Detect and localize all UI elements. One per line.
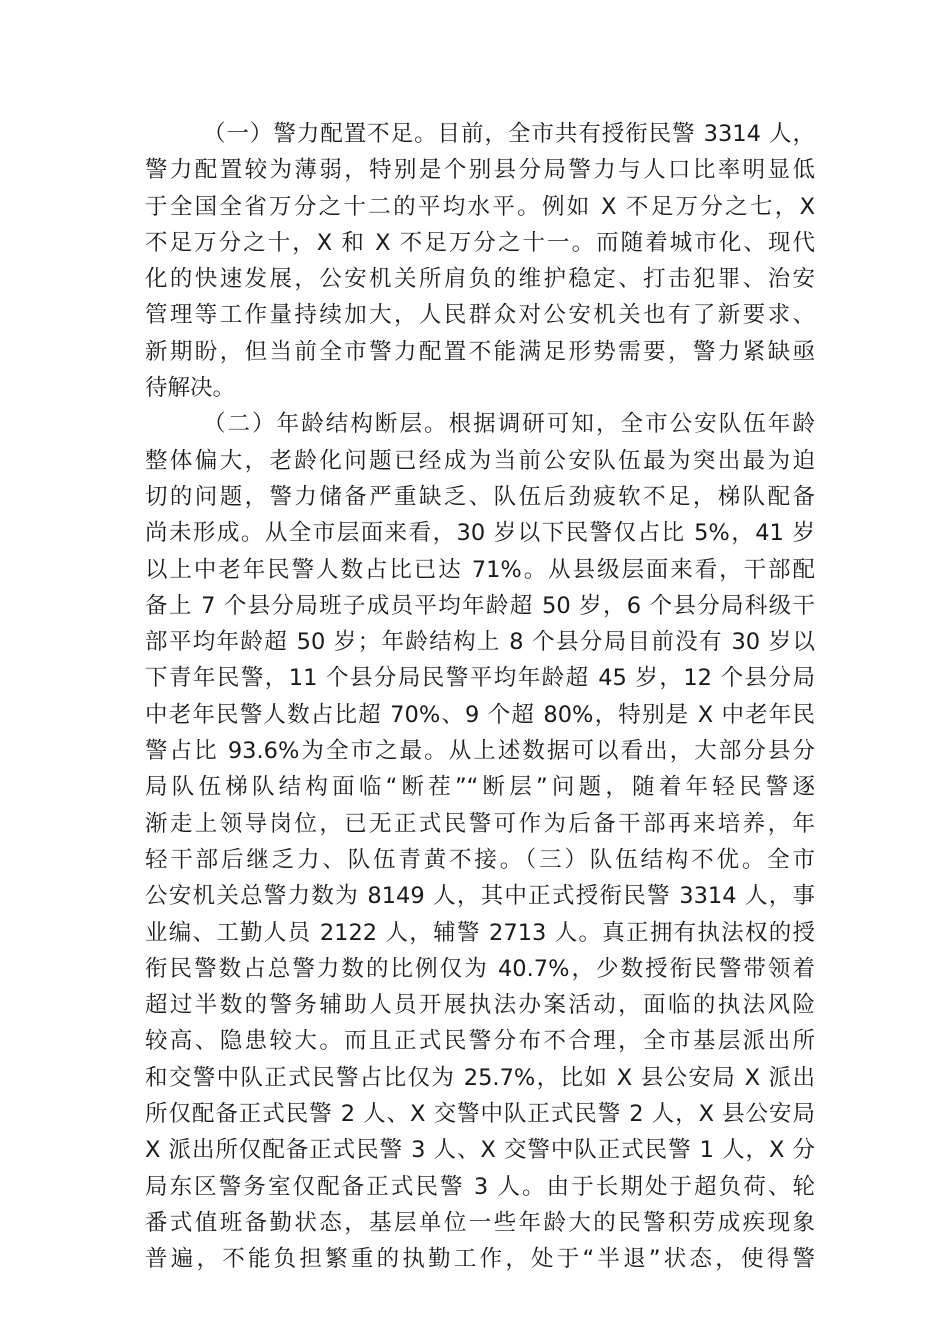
text-line: 超过半数的警务辅助人员开展执法办案活动，面临的执法风险 [145, 992, 815, 1019]
text-line: 化的快速发展，公安机关所肩负的维护稳定、打击犯罪、治安 [145, 266, 815, 293]
text-line: 备上 7 个县分局班子成员平均年龄超 50 岁，6 个县分局科级干 [145, 592, 815, 619]
body-text [145, 116, 815, 1278]
text-line: 切的问题，警力储备严重缺乏、队伍后劲疲软不足，梯队配备 [145, 483, 815, 510]
text-line: 整体偏大，老龄化问题已经成为当前公安队伍最为突出最为迫 [145, 447, 815, 474]
text-line: 局队伍梯队结构面临“断茬”“断层”问题，随着年轻民警逐 [145, 774, 815, 801]
text-line: （一）警力配置不足。目前，全市共有授衔民警 3314 人， [203, 121, 815, 147]
text-line: 警力配置较为薄弱，特别是个别县分局警力与人口比率明显低 [145, 157, 815, 184]
text-line: X 派出所仅配备正式民警 3 人、X 交警中队正式民警 1 人，X 分 [145, 1137, 815, 1164]
text-line: 公安机关总警力数为 8149 人，其中正式授衔民警 3314 人，事 [145, 883, 815, 910]
text-line: 部平均年龄超 50 岁；年龄结构上 8 个县分局目前没有 30 岁以 [145, 629, 815, 656]
text-line: 待解决。 [145, 375, 236, 402]
text-line: 中老年民警人数占比超 70%、9 个超 80%，特别是 X 中老年民 [145, 701, 815, 728]
text-line: 轻干部后继乏力、队伍青黄不接。（三）队伍结构不优。全市 [145, 846, 815, 873]
text-line: 新期盼，但当前全市警力配置不能满足形势需要，警力紧缺亟 [145, 338, 815, 365]
text-line: 业编、工勤人员 2122 人，辅警 2713 人。真正拥有执法权的授 [145, 919, 815, 946]
text-line: 于全国全省万分之十二的平均水平。例如 X 不足万分之七，X [145, 193, 815, 220]
text-line: 番式值班备勤状态，基层单位一些年龄大的民警积劳成疾现象 [145, 1209, 815, 1236]
text-line: 和交警中队正式民警占比仅为 25.7%，比如 X 县公安局 X 派出 [145, 1064, 815, 1091]
text-line: 局东区警务室仅配备正式民警 3 人。由于长期处于超负荷、轮 [145, 1173, 815, 1200]
text-line: （二）年龄结构断层。根据调研可知，全市公安队伍年龄 [203, 411, 815, 438]
text-line: 普遍，不能负担繁重的执勤工作，处于“半退”状态，使得警 [145, 1246, 815, 1273]
text-line: 较高、隐患较大。而且正式民警分布不合理，全市基层派出所 [145, 1028, 815, 1055]
text-line: 衔民警数占总警力数的比例仅为 40.7%，少数授衔民警带领着 [145, 955, 815, 982]
text-line: 警占比 93.6%为全市之最。从上述数据可以看出，大部分县分 [145, 738, 815, 765]
text-line: 下青年民警，11 个县分局民警平均年龄超 45 岁，12 个县分局 [145, 665, 815, 692]
text-line: 不足万分之十，X 和 X 不足万分之十一。而随着城市化、现代 [145, 229, 815, 256]
text-line: 渐走上领导岗位，已无正式民警可作为后备干部再来培养，年 [145, 810, 815, 837]
text-line: 以上中老年民警人数占比已达 71%。从县级层面来看，干部配 [145, 556, 815, 583]
text-line: 管理等工作量持续加大，人民群众对公安机关也有了新要求、 [145, 302, 815, 329]
text-line: 尚未形成。从全市层面来看，30 岁以下民警仅占比 5%，41 岁 [145, 520, 815, 547]
text-line: 所仅配备正式民警 2 人、X 交警中队正式民警 2 人，X 县公安局 [145, 1101, 815, 1128]
